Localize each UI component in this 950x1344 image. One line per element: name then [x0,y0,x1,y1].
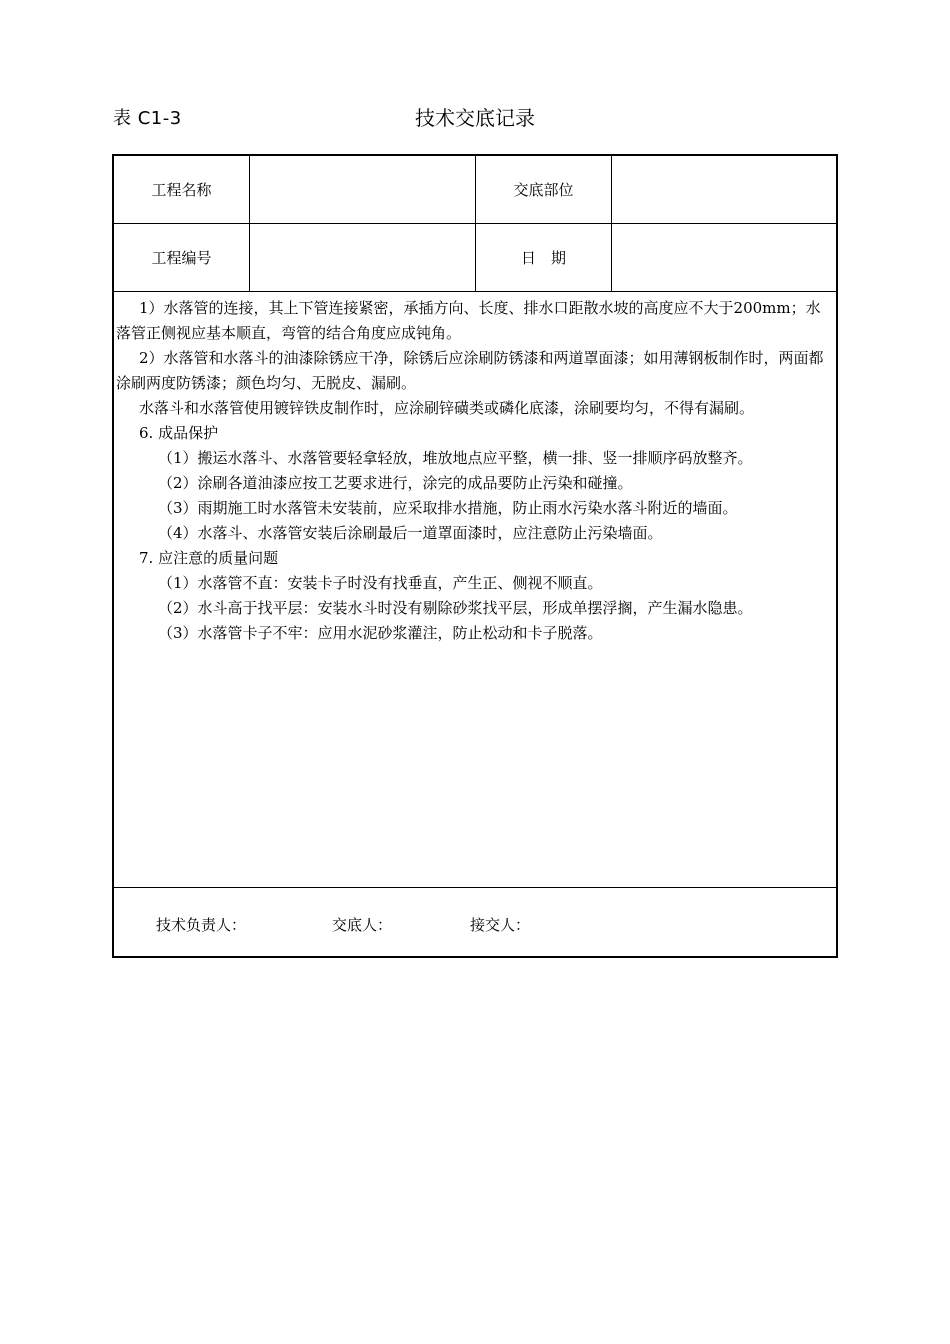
tech-lead-signature[interactable]: 技术负责人： [156,916,247,934]
record-table [112,154,838,958]
project-name-field[interactable] [250,156,476,223]
content-paragraph: 水落斗和水落管使用镀锌铁皮制作时，应涂刷锌磺类或磷化底漆，涂刷要均匀，不得有漏刷。 [139,399,755,417]
date-label: 日 期 [476,224,612,291]
presenter-signature[interactable]: 交底人： [332,916,393,934]
signature-row [114,888,836,956]
content-paragraph: 2）水落管和水落斗的油漆除锈应干净，除锈后应涂刷防锈漆和两道罩面漆；如用薄钢板制作时，两面都涂刷两度防锈漆；颜色均匀、无脱皮、漏刷。 [116,349,824,392]
content-item: （3）水落管卡子不牢：应用水泥砂浆灌注，防止松动和卡子脱落。 [158,624,603,642]
section-heading: 7. 应注意的质量问题 [139,549,279,567]
form-code: 表 C1-3 [113,108,182,129]
project-no-field[interactable] [250,224,476,291]
info-row-2 [114,224,836,292]
section-heading: 6. 成品保护 [139,424,219,442]
content-item: （2）水斗高于找平层：安装水斗时没有剔除砂浆找平层，形成单摆浮搁，产生漏水隐患。 [158,599,753,617]
content-paragraph: 1）水落管的连接，其上下管连接紧密，承插方向、长度、排水口距散水坡的高度应不大于200mm；水落管正侧视应基本顺直，弯管的结合角度应成钝角。 [116,299,821,342]
project-no-label: 工程编号 [114,224,250,291]
location-field[interactable] [612,156,836,223]
content-item: （4）水落斗、水落管安装后涂刷最后一道罩面漆时，应注意防止污染墙面。 [158,524,663,542]
content-item: （1）水落管不直：安装卡子时没有找垂直，产生正、侧视不顺直。 [158,574,603,592]
receiver-signature[interactable]: 接交人： [470,916,531,934]
content-item: （2）涂刷各道油漆应按工艺要求进行，涂完的成品要防止污染和碰撞。 [158,474,633,492]
info-row-1 [114,156,836,224]
page-title: 技术交底记录 [415,106,535,130]
briefing-content [114,292,836,888]
content-item: （1）搬运水落斗、水落管要轻拿轻放，堆放地点应平整，横一排、竖一排顺序码放整齐。 [158,449,753,467]
location-label: 交底部位 [476,156,612,223]
project-name-label: 工程名称 [114,156,250,223]
date-field[interactable] [612,224,836,291]
content-item: （3）雨期施工时水落管未安装前，应采取排水措施，防止雨水污染水落斗附近的墙面。 [158,499,738,517]
